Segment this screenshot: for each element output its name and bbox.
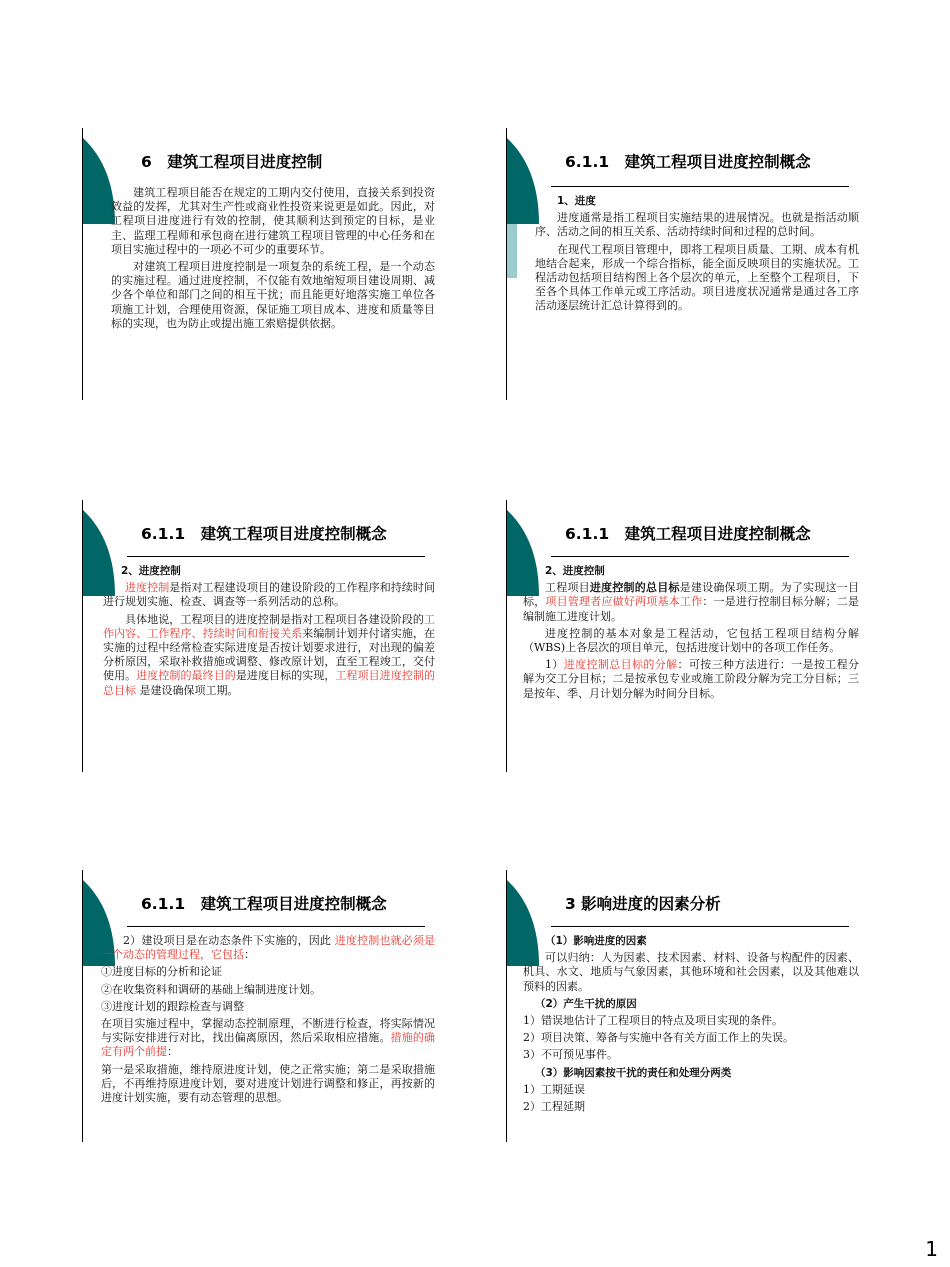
slide-body [535, 194, 859, 317]
section-heading: 2、进度控制 [121, 565, 181, 577]
paragraph: 进度控制的基本对象是工程活动，它包括工程项目结构分解（WBS)上各层次的项目单元，包括进度计划中的各项工作任务。 [523, 626, 859, 655]
slide-body [101, 934, 435, 1108]
list-item: 1）错误地估计了工程项目的特点及项目实现的条件。 [523, 1014, 783, 1028]
slide-body [523, 934, 859, 1117]
bold-text: 进度控制的总目标 [589, 581, 680, 595]
highlight-text: 工程项目进度控制的总目标 [103, 669, 436, 697]
slide-body [103, 564, 435, 701]
section-heading: 2、进度控制 [545, 565, 605, 577]
highlight-text: 进度控制总目标的分解 [563, 658, 678, 672]
highlight-text: 措施的确定有两个前提 [101, 1031, 436, 1059]
title-rule [551, 186, 849, 187]
slide-2 [506, 128, 867, 400]
list-item: 1）工期延误 [523, 1082, 585, 1096]
highlight-text: 进度控制的最终目的 [136, 669, 236, 683]
paragraph: 对建筑工程项目进度控制是一项复杂的系统工程，是一个动态的实施过程。通过进度控制，不仅能有效地缩短项目建设周期、减少各个单位和部门之间的相互干扰；而且能更好地落实施工单位各项施工计划，合理使用资源，保证施工项目成本、进度和质量等目标的实现，也为防止或提出施工索赔提供依据。 [111, 260, 435, 330]
page-number: 1 [925, 1237, 938, 1261]
paragraph: 进度控制是指对工程建设项目的建设阶段的工作程序和持续时间进行规划实施、检查、调查等一系列活动的总称。 [103, 581, 435, 609]
paragraph: 2）建设项目是在动态条件下实施的，因此 进度控制也就必须是一个动态的管理过程，它包括： [101, 934, 436, 962]
paragraph: 可以归纳：人为因素、技术因素、材料、设备与构配件的因素、机具、水文、地质与气象因素，其他环境和社会因素，以及其他难以预料的因素。 [523, 951, 859, 993]
highlight-text: 进度控制 [125, 581, 170, 595]
paragraph: 1）进度控制总目标的分解：可按三种方法进行：一是按工程分解为交工分目标；二是按承包专业或施工阶段分解为完工分目标；三是按年、季、月计划分解为时间分目标。 [523, 658, 860, 700]
list-item: ③进度计划的跟踪检查与调整 [101, 999, 244, 1013]
slide-title: 6.1.1 建筑工程项目进度控制概念 [141, 525, 387, 543]
title-rule [551, 926, 849, 927]
paragraph: 建筑工程项目能否在规定的工期内交付使用，直接关系到投资效益的发挥，尤其对生产性或商业性投资来说更是如此。因此，对工程项目进度进行有效的控制，使其顺利达到预定的目标，是业主、监理工程师和承包商在进行建筑工程项目管理的中心任务和在项目实施过程中的一项必不可少的重要环节。 [111, 186, 435, 256]
slide-6 [506, 870, 867, 1142]
paragraph: 在现代工程项目管理中，即将工程项目质量、工期、成本有机地结合起来，形成一个综合指标，能全面反映项目的实施状况。工程活动包括项目结构图上各个层次的单元，上至整个工程项目，下至各个具体工作单元或工序活动。项目进度状况通常是通过各工序活动逐层统计汇总计算得到的。 [535, 242, 859, 313]
section-heading: （1）影响进度的因素 [545, 935, 647, 947]
section-heading: （3）影响因素按干扰的责任和处理分两类 [535, 1066, 732, 1079]
paragraph: 第一是采取措施，维持原进度计划，使之正常实施；第二是采取措施后，不再维持原进度计划，要对进度计划进行调整和修正，再按新的进度计划实施，要有动态管理的思想。 [101, 1062, 435, 1105]
list-item: 2）项目决策、筹备与实施中各有关方面工作上的失误。 [523, 1031, 794, 1045]
highlight-text: 工作内容、工作程序、持续时间和衔接关系 [103, 612, 435, 640]
paragraph: 工程项目进度控制的总目标是建设确保项工期。为了实现这一目标，项目管理者应做好两项基本工作：一是进行控制目标分解；二是编制施工进度计划。 [523, 581, 860, 623]
highlight-text: 项目管理者应做好两项基本工作 [545, 595, 703, 609]
slide-title: 6.1.1 建筑工程项目进度控制概念 [141, 895, 387, 913]
list-item: ②在收集资料和调研的基础上编制进度计划。 [101, 982, 321, 996]
title-rule [551, 556, 849, 557]
list-item: ①进度目标的分析和论证 [101, 965, 222, 979]
paragraph: 进度通常是指工程项目实施结果的进展情况。也就是指活动顺序、活动之间的相互关系、活动持续时间和过程的总时间。 [535, 211, 859, 239]
highlight-text: 进度控制也就必须是一个动态的管理过程，它包括 [101, 934, 436, 962]
slide-title: 6 建筑工程项目进度控制 [141, 153, 323, 171]
slide-3 [82, 500, 443, 772]
slide-1 [82, 128, 443, 400]
slide-title: 6.1.1 建筑工程项目进度控制概念 [565, 153, 811, 171]
slide-body [111, 186, 435, 334]
slide-title: 6.1.1 建筑工程项目进度控制概念 [565, 525, 811, 543]
paragraph: 具体地说，工程项目的进度控制是指对工程项目各建设阶段的工作内容、工作程序、持续时间和衔接关系来编制计划并付诸实施，在实施的过程中经常检查实际进度是否按计划要求进行，对出现的偏差分析原因，采取补救措施或调整、修改原计划，直至工程竣工，交付使用。进度控制的最终目的是进度目标的实现，工程项目进度控制的总目标 是建设确保项工期。 [103, 612, 436, 697]
list-item: 3）不可预见事件。 [523, 1048, 618, 1062]
section-heading: （2）产生干扰的原因 [535, 997, 637, 1010]
slide-5 [82, 870, 443, 1142]
list-item: 2）工程延期 [523, 1100, 585, 1114]
slide-title: 3 影响进度的因素分析 [565, 895, 721, 913]
slide-body [523, 564, 859, 704]
paragraph: 在项目实施过程中，掌握动态控制原理，不断进行检查，将实际情况与实际安排进行对比，找出偏离原因，然后采取相应措施。措施的确定有两个前提： [101, 1017, 436, 1059]
slide-4 [506, 500, 867, 772]
section-heading: 1、进度 [557, 195, 596, 207]
title-rule [127, 556, 425, 557]
title-rule [127, 926, 425, 927]
